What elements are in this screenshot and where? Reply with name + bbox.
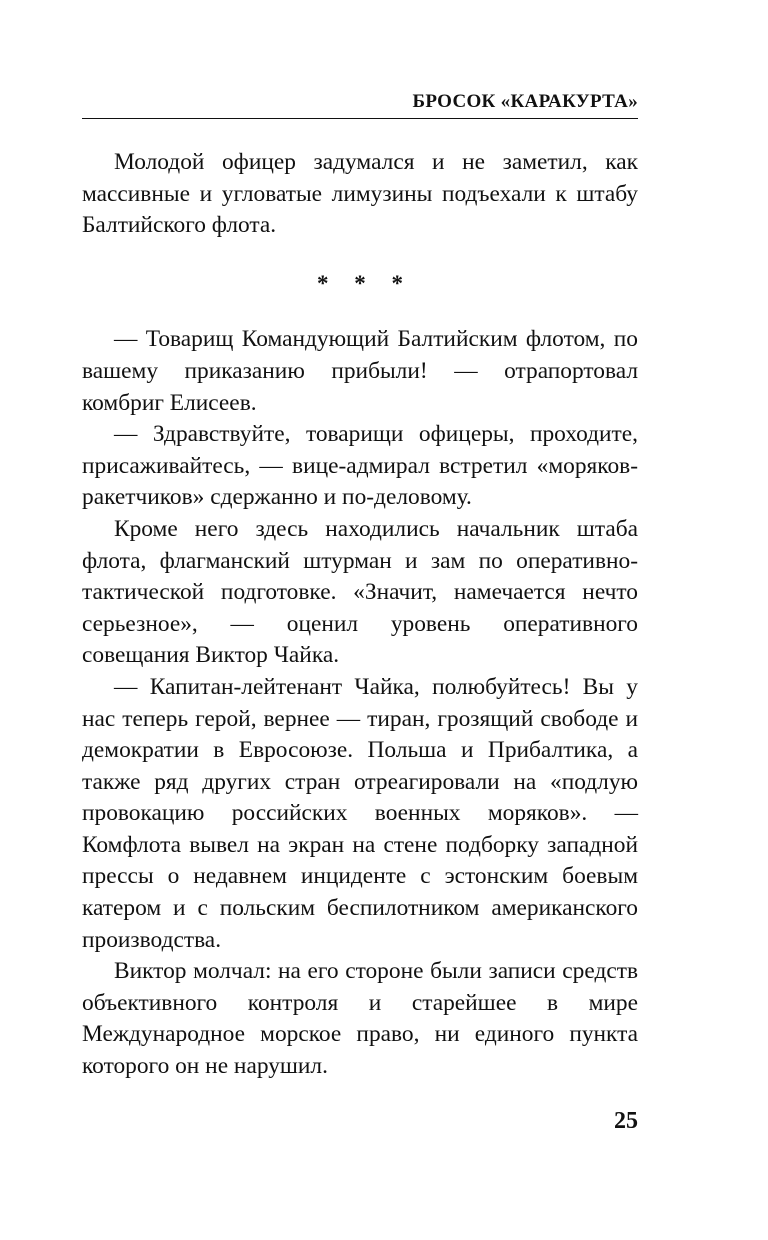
page-number: 25 — [614, 1108, 638, 1134]
paragraph: Молодой офицер задумался и не заметил, как массивные и угловатые лимузины подъехали к штабу Балтийского флота. — [82, 149, 638, 239]
paragraph: Виктор молчал: на его стороне были записи средств объективного контроля и старейшее в мире Международное морское право, ни единого пункта которого он не нарушил. — [82, 958, 638, 1080]
header-rule — [82, 118, 638, 119]
paragraph: — Капитан-лейтенант Чайка, полюбуйтесь! Вы у нас теперь герой, вернее — тиран, грозящий свободе и демократии в Евросоюзе. Польша и Прибалтика, а также ряд других стран отреагировали на «подлую провокацию российских военных моряков». — Комфлота вывел на экран на стене подборку западной прессы о недавнем инциденте с эстонским боевым катером и с польским беспилотником американского производства. — [82, 673, 638, 953]
running-head: БРОСОК «КАРАКУРТА» — [412, 91, 638, 112]
body-text — [82, 147, 638, 1083]
book-page — [82, 0, 638, 1240]
paragraph: — Здравствуйте, товарищи офицеры, проходите, присаживайтесь, — вице-адмирал встретил «моряков-ракетчиков» сдержанно и по-деловому. — [82, 421, 638, 511]
paragraph: — Товарищ Командующий Балтийским флотом, по вашему приказанию прибыли! — отрапортовал комбриг Елисеев. — [82, 326, 638, 416]
paragraph: Кроме него здесь находились начальник штаба флота, флагманский штурман и зам по оперативно-тактической подготовке. «Значит, намечается нечто серьезное», — оценил уровень оперативного совещания Виктор Чайка. — [82, 515, 638, 669]
section-separator: * * * — [317, 270, 413, 296]
